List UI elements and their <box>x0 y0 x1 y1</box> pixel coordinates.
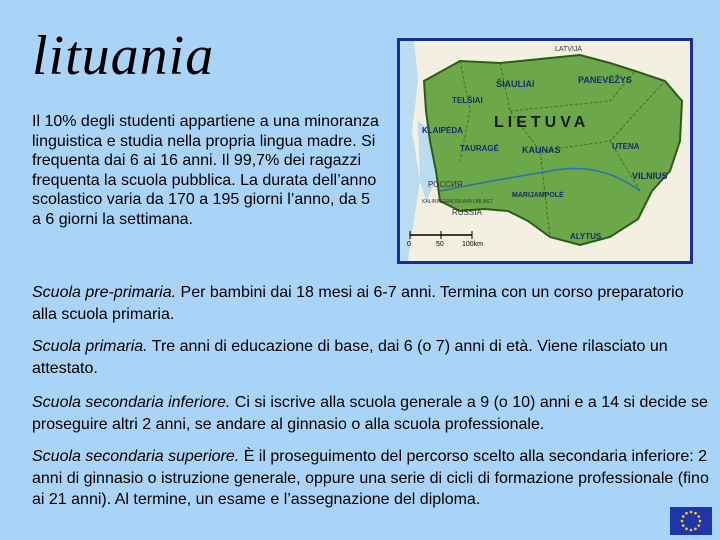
section-body: Per bambini dai 18 mesi ai 6-7 anni. Termina con un corso preparatorio alla scuola primaria. <box>32 284 684 323</box>
label-vilnius: VILNIUS <box>632 171 668 181</box>
label-rossiya: РОССИЯ <box>428 180 463 189</box>
label-siauliai: ŠIAULIAI <box>496 79 535 89</box>
scale-label-100km: 100km <box>462 241 484 248</box>
section-heading: Scuola secondaria superiore. <box>32 448 240 465</box>
section-pre-primaria <box>32 282 712 325</box>
intro-paragraph: Il 10% degli studenti appartiene a una minoranza linguistica e studia nella propria lingua madre. Si frequenta dai 6 ai 16 anni. Il 99,7% dei ragazzi frequenta la scuola pubblica. La durata dell’anno scolastico varia da 170 a 195 giorni l’anno, da 5 a 6 giorni la settimana. <box>32 113 379 228</box>
lithuania-map <box>400 41 690 261</box>
label-latvija: LATVIJA <box>555 46 583 53</box>
section-secondaria-superiore <box>32 446 712 511</box>
scale-label-50: 50 <box>436 241 444 248</box>
country-label: LIETUVA <box>494 114 590 131</box>
section-primaria <box>32 336 712 379</box>
section-body: È il proseguimento del percorso scelto alla secondaria inferiore: 2 anni di ginnasio o istruzione generale, oppure una serie di cicli di formazione professionale (fino ai 21 anni). Al termine, un esame e l’assegnazione del diploma. <box>32 448 709 508</box>
label-russia: RUSSIA <box>452 208 482 217</box>
label-kaliningrad: KALININGRADSKAYA OBLAST <box>422 199 493 205</box>
section-heading: Scuola pre-primaria. <box>32 284 177 301</box>
eu-flag-icon <box>670 507 712 535</box>
label-utena: UTENA <box>612 142 640 151</box>
section-heading: Scuola secondaria inferiore. <box>32 394 231 411</box>
label-panevezys: PANEVĖŽYS <box>578 75 632 85</box>
label-taurage: TAURAGĖ <box>460 144 499 153</box>
scale-label-0: 0 <box>407 241 411 248</box>
label-telsiai: TELŠIAI <box>452 96 483 105</box>
section-body: Ci si iscrive alla scuola generale a 9 (o 10) anni e a 14 si decide se proseguire altri 2 anni, se andare al ginnasio o alla scuola professionale. <box>32 394 708 433</box>
label-marijampole: MARIJAMPOLĖ <box>512 192 564 199</box>
label-alytus: ALYTUS <box>570 232 602 241</box>
label-kaunas: KAUNAS <box>522 145 561 155</box>
slide-title: lituania <box>32 25 215 87</box>
section-secondaria-inferiore <box>32 392 712 435</box>
label-klaipeda: KLAIPĖDA <box>422 126 463 135</box>
section-heading: Scuola primaria. <box>32 338 148 355</box>
section-body: Tre anni di educazione di base, dai 6 (o 7) anni di età. Viene rilasciato un attestato. <box>32 338 668 377</box>
map-frame <box>397 38 693 264</box>
